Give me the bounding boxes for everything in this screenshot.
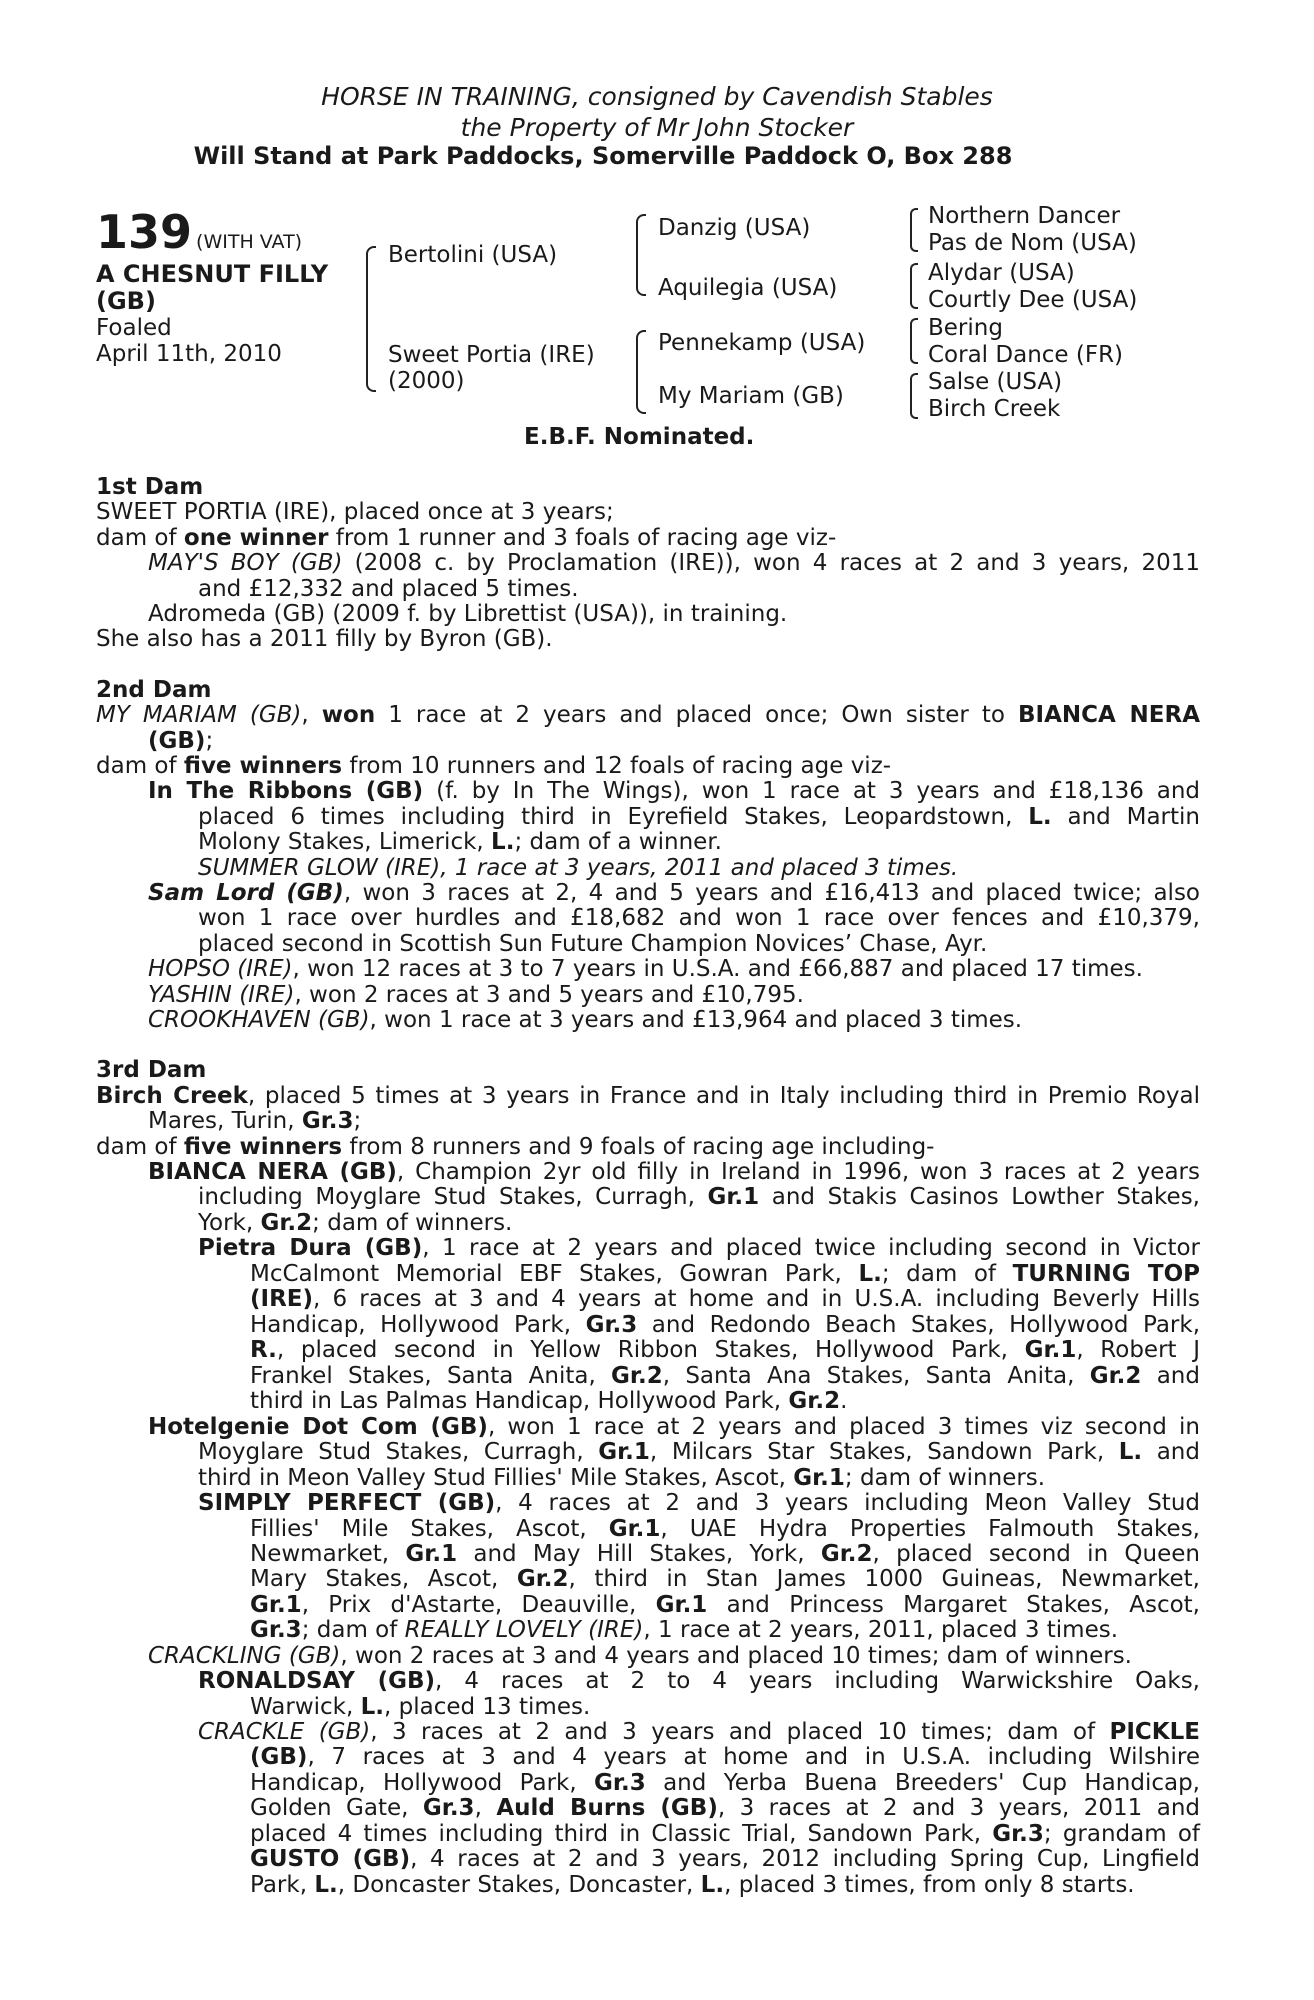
ebf-nominated: E.B.F. Nominated. [524,424,755,450]
produce-entry-cont: (IRE), 6 races at 3 and 4 years at home and in U.S.A. including Beverly Hills [250,1286,1200,1312]
brace-dam [636,330,646,414]
produce-entry: YASHIN (IRE), won 2 races at 3 and 5 years and £10,795. [148,982,804,1008]
produce-entry-cont: third in Meon Valley Stud Fillies' Mile Stakes, Ascot, Gr.1; dam of winners. [198,1465,1046,1491]
produce-entry-cont: (GB), 7 races at 3 and 4 years at home and in U.S.A. including Wilshire [250,1744,1200,1770]
produce-entry-cont: Warwick, L., placed 13 times. [250,1694,591,1720]
produce-entry-cont: Gr.1, Prix d'Astarte, Deauville, Gr.1 and Princess Margaret Stakes, Ascot, [250,1592,1200,1618]
produce-entry: CRACKLING (GB), won 2 races at 3 and 4 years and placed 10 times; dam of winners. [148,1643,1132,1669]
ped-sds: Alydar (USA) [928,260,1075,286]
foaled-label: Foaled [96,315,172,341]
produce-entry-cont: Handicap, Hollywood Park, Gr.3 and Yerba Buena Breeders' Cup Handicap, [250,1770,1200,1796]
produce-entry-cont: including Moyglare Stud Stakes, Curragh, Gr.1 and Stakis Casinos Lowther Stakes, [198,1184,1200,1210]
third-dam-line: Birch Creek, placed 5 times at 3 years in France and in Italy including third in Premio Royal [96,1083,1200,1109]
produce-entry-cont: GUSTO (GB), 4 races at 2 and 3 years, 2012 including Spring Cup, Lingfield [250,1846,1200,1872]
first-dam-produce-summary: dam of one winner from 1 runner and 3 foals of racing age viz- [96,525,837,551]
produce-entry-cont: York, Gr.2; dam of winners. [198,1210,513,1236]
produce-entry-cont: Fillies' Mile Stakes, Ascot, Gr.1, UAE Hydra Properties Falmouth Stakes, [250,1516,1200,1542]
produce-entry-cont: R., placed second in Yellow Ribbon Stakes, Hollywood Park, Gr.1, Robert J [250,1337,1200,1363]
produce-entry: SIMPLY PERFECT (GB), 4 races at 2 and 3 years including Meon Valley Stud [198,1490,1200,1516]
produce-entry: HOPSO (IRE), won 12 races at 3 to 7 years in U.S.A. and £66,887 and placed 17 times. [148,956,1143,982]
first-dam-heading: 1st Dam [96,474,204,500]
ped-sss: Northern Dancer [928,203,1121,229]
produce-entry-cont: placed second in Scottish Sun Future Champion Novices’ Chase, Ayr. [198,931,988,957]
header-subtitle: the Property of Mr John Stocker [460,113,854,142]
produce-entry: MAY'S BOY (GB) (2008 c. by Proclamation (IRE)), won 4 races at 2 and 3 years, 2011 [148,550,1200,576]
produce-entry: Adromeda (GB) (2009 f. by Librettist (USA)), in training. [148,601,788,627]
produce-entry-cont: placed 4 times including third in Classic Trial, Sandown Park, Gr.3; grandam of [250,1821,1200,1847]
ped-dds: Salse (USA) [928,369,1063,395]
lot-title-suffix: (GB) [96,287,156,315]
brace-gen3-4 [910,373,918,419]
produce-entry-cont: Gr.3; dam of REALLY LOVELY (IRE), 1 race at 2 years, 2011, placed 3 times. [250,1617,1119,1643]
dam-year: (2000) [388,368,465,394]
header-location: Will Stand at Park Paddocks, Somerville Paddock O, Box 288 [193,142,1013,170]
dam-dam: My Mariam (GB) [658,383,844,409]
produce-entry-cont: Golden Gate, Gr.3, Auld Burns (GB), 3 races at 2 and 3 years, 2011 and [250,1795,1201,1821]
brace-gen3-1 [910,208,918,252]
produce-entry: SUMMER GLOW (IRE), 1 race at 3 years, 2011 and placed 3 times. [198,855,959,881]
produce-entry: BIANCA NERA (GB), Champion 2yr old filly in Ireland in 1996, won 3 races at 2 years [148,1159,1200,1185]
ped-sdd: Courtly Dee (USA) [928,287,1138,313]
second-dam-produce-summary: dam of five winners from 10 runners and 12 foals of racing age viz- [96,753,892,779]
produce-entry: In The Ribbons (GB) (f. by In The Wings), won 1 race at 3 years and £18,136 and [148,778,1201,804]
sire-dam: Aquilegia (USA) [658,275,838,301]
produce-entry: Sam Lord (GB), won 3 races at 2, 4 and 5 years and £16,413 and placed twice; also [148,880,1200,906]
brace-gen3-3 [910,318,918,364]
produce-entry: Hotelgenie Dot Com (GB), won 1 race at 2 years and placed 3 times viz second in [148,1414,1200,1440]
third-dam-line-cont: Mares, Turin, Gr.3; [148,1108,362,1134]
produce-entry-cont: McCalmont Memorial EBF Stakes, Gowran Park, L.; dam of TURNING TOP [250,1261,1200,1287]
brace-gen3-2 [910,263,918,309]
second-dam-line: MY MARIAM (GB), won 1 race at 2 years and placed once; Own sister to BIANCA NERA [96,702,1201,728]
produce-note: She also has a 2011 filly by Byron (GB). [96,626,553,652]
ped-dss: Bering [928,315,1003,341]
produce-entry-cont: Molony Stakes, Limerick, L.; dam of a winner. [198,829,722,855]
ped-dsd: Coral Dance (FR) [928,342,1124,368]
produce-entry-cont: won 1 race over hurdles and £18,682 and won 1 race over fences and £10,379, [198,905,1200,931]
produce-entry-cont: and £12,332 and placed 5 times. [198,576,579,602]
third-dam-produce-summary: dam of five winners from 8 runners and 9 foals of racing age including- [96,1134,935,1160]
first-dam-line: SWEET PORTIA (IRE), placed once at 3 years; [96,499,614,525]
produce-entry-cont: Moyglare Stud Stakes, Curragh, Gr.1, Milcars Star Stakes, Sandown Park, L. and [198,1439,1200,1465]
produce-entry-cont: Newmarket, Gr.1 and May Hill Stakes, York, Gr.2, placed second in Queen [250,1541,1200,1567]
lot-title: A CHESNUT FILLY [96,260,329,288]
produce-entry-cont: placed 6 times including third in Eyrefield Stakes, Leopardstown, L. and Martin [198,804,1200,830]
foaled-date: April 11th, 2010 [96,341,282,367]
produce-entry-cont: Mary Stakes, Ascot, Gr.2, third in Stan James 1000 Guineas, Newmarket, [250,1566,1200,1592]
ped-ddd: Birch Creek [928,396,1061,422]
produce-entry: CRACKLE (GB), 3 races at 2 and 3 years and placed 10 times; dam of PICKLE [198,1719,1200,1745]
sire-sire: Danzig (USA) [658,215,811,241]
produce-entry: RONALDSAY (GB), 4 races at 2 to 4 years including Warwickshire Oaks, [198,1668,1200,1694]
produce-entry: CROOKHAVEN (GB), won 1 race at 3 years and £13,964 and placed 3 times. [148,1007,1023,1033]
ped-ssd: Pas de Nom (USA) [928,230,1137,256]
produce-entry: Pietra Dura (GB), 1 race at 2 years and placed twice including second in Victor [198,1235,1200,1261]
produce-entry-cont: third in Las Palmas Handicap, Hollywood Park, Gr.2. [250,1388,848,1414]
produce-entry-cont: Frankel Stakes, Santa Anita, Gr.2, Santa Ana Stakes, Santa Anita, Gr.2 and [250,1363,1200,1389]
produce-entry-cont: Park, L., Doncaster Stakes, Doncaster, L., placed 3 times, from only 8 starts. [250,1872,1135,1898]
lot-number-line [96,206,302,268]
dam-sire: Pennekamp (USA) [658,330,866,356]
vat-label: (WITH VAT) [196,231,303,253]
produce-entry-cont: Handicap, Hollywood Park, Gr.3 and Redondo Beach Stakes, Hollywood Park, [250,1312,1201,1338]
header-title: HORSE IN TRAINING, consigned by Cavendish Stables [321,82,993,111]
second-dam-line-cont: (GB); [148,728,214,754]
lot-number: 139 [96,205,193,259]
second-dam-heading: 2nd Dam [96,677,212,703]
brace-gen1 [366,246,376,392]
brace-sire [636,214,646,296]
sire: Bertolini (USA) [388,242,558,268]
third-dam-heading: 3rd Dam [96,1057,207,1083]
dam: Sweet Portia (IRE) [388,342,595,368]
